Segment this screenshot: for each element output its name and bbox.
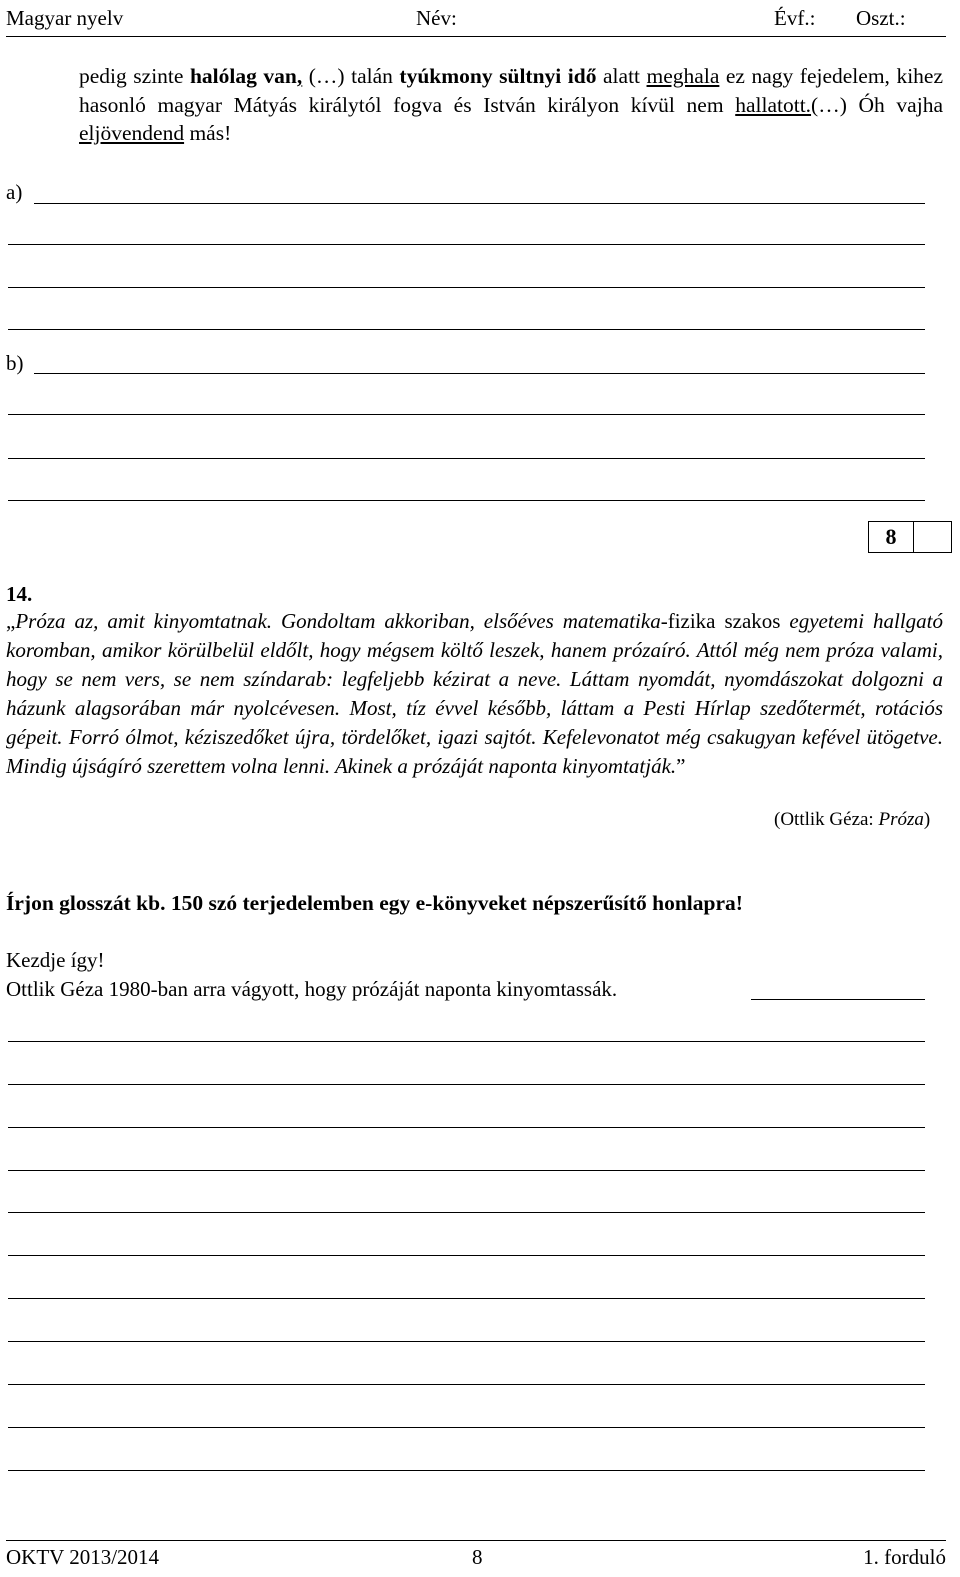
start-prompt: Kezdje így! (6, 948, 105, 972)
answer-line[interactable] (8, 329, 925, 330)
max-points: 8 (869, 522, 914, 552)
quotation (6, 607, 943, 781)
passage-text: más! (184, 121, 232, 145)
answer-line[interactable] (8, 1041, 925, 1042)
source-author: (Ottlik Géza: (774, 809, 879, 830)
answer-b-label: b) (6, 351, 24, 375)
passage-bold: halólag van (189, 64, 297, 88)
footer-exam: OKTV 2013/2014 (6, 1545, 160, 1569)
answer-line[interactable] (8, 1212, 925, 1213)
page-header (6, 0, 946, 37)
quote-text: egyetemi hallgató koromban, amikor körülbelül eldőlt, hogy mégsem költő leszek, hanem prózaíró. Attól még nem próza valami, hogy se nem vers, se nem színdarab: legfeljebb kézirat a neve. Láttam nyomdát, nyomdászokat dolgozni a házunk alagsorában már nyolcévesen. Most, tíz évvel később, láttam a Pesti Hírlap szedőtermét, rotációs gépeit. Forró ólmot, kéziszedőket újra, tördelőket, igazi sajtót. Kefelevonatot még csakugyan kefével ütögetve. Mindig újságíró szerettem volna lenni. Akinek a prózáját naponta kinyomtatják. (6, 609, 943, 778)
answer-a-label: a) (6, 180, 23, 204)
passage-underlined: hallatott. (735, 92, 812, 117)
passage-bold: tyúkmony sültnyi idő (399, 64, 597, 88)
quote-text: -fizika szakos (660, 609, 781, 633)
quote-source (774, 809, 930, 831)
passage-text: ez nagy fejedelem, kihez hasonló magyar Mátyás királytól fogva és István királyon kívül nem (79, 64, 944, 117)
quote-mark: „ (6, 609, 16, 633)
passage-text: alatt (596, 64, 647, 88)
passage-underlined-comma: , (296, 64, 303, 88)
answer-line[interactable] (8, 1384, 925, 1385)
question-number: 14. (6, 582, 33, 606)
answer-line[interactable] (8, 414, 925, 415)
answer-line[interactable] (8, 287, 925, 288)
answer-line[interactable] (8, 500, 925, 501)
source-title: Próza (878, 809, 924, 830)
archaic-passage (79, 62, 943, 148)
answer-line[interactable] (8, 1084, 925, 1085)
task-instruction: Írjon glosszát kb. 150 szó terjedelemben egy e-könyveket népszerűsítő honlapra! (6, 891, 743, 915)
answer-line[interactable] (8, 1170, 925, 1171)
answer-line[interactable] (8, 1298, 925, 1299)
quote-text: Próza az, amit kinyomtatnak. Gondoltam akkoriban, elsőéves matematika (15, 609, 661, 633)
answer-line[interactable] (8, 1470, 925, 1471)
passage-underlined: meghala (646, 64, 720, 88)
quote-mark: ” (676, 754, 686, 778)
answer-line[interactable] (34, 373, 925, 374)
answer-line[interactable] (8, 1427, 925, 1428)
page-footer (6, 1540, 946, 1577)
answer-line[interactable] (8, 244, 925, 245)
answer-line[interactable] (8, 1341, 925, 1342)
passage-underlined: eljövendend (79, 121, 185, 145)
score-box (868, 521, 952, 553)
answer-line[interactable] (751, 999, 925, 1000)
footer-round: 1. forduló (863, 1545, 946, 1569)
passage-text: (…) talán (308, 64, 400, 88)
name-label: Név: (416, 6, 457, 30)
source-close: ) (923, 809, 931, 830)
passage-text: (…) Óh vajha (811, 92, 943, 117)
passage-text: pedig szinte (79, 64, 190, 88)
earned-points-field[interactable] (914, 522, 951, 552)
subject-label: Magyar nyelv (6, 6, 124, 30)
answer-line[interactable] (8, 1255, 925, 1256)
answer-line[interactable] (8, 458, 925, 459)
answer-line[interactable] (8, 1127, 925, 1128)
answer-line[interactable] (34, 203, 925, 204)
footer-page-number: 8 (472, 1545, 483, 1569)
class-label: Oszt.: (856, 6, 906, 30)
start-sentence: Ottlik Géza 1980-ban arra vágyott, hogy prózáját naponta kinyomtassák. (6, 977, 618, 1001)
year-label: Évf.: (774, 6, 816, 30)
